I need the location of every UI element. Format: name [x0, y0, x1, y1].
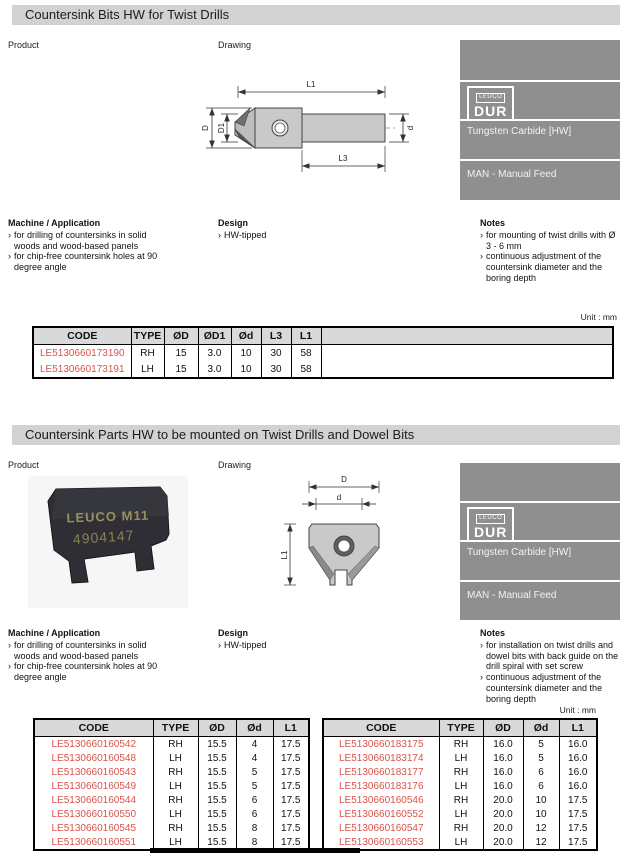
- section2-title: Countersink Parts HW to be mounted on Twist Drills and Dowel Bits: [25, 427, 415, 442]
- table-row: [34, 751, 309, 765]
- bullet-text: HW-tipped: [224, 639, 267, 650]
- value-cell: RH: [439, 821, 483, 835]
- value-cell: RH: [153, 737, 198, 752]
- table-row: [323, 835, 597, 850]
- column-header: CODE: [323, 719, 439, 737]
- section1-sidebar: [460, 40, 620, 200]
- bullet-item: [480, 640, 627, 672]
- value-cell: RH: [153, 793, 198, 807]
- column-header: L1: [559, 719, 597, 737]
- column-header: L1: [291, 327, 321, 345]
- bullet-glyph: ›: [480, 229, 483, 240]
- sidebar-feed-block: [460, 582, 620, 620]
- value-cell: 20.0: [483, 807, 523, 821]
- section2-drawing-label: Drawing: [218, 460, 252, 470]
- value-cell: 15.5: [198, 779, 236, 793]
- table-row: [34, 793, 309, 807]
- bullet-text: for mounting of twist drills with Ø 3 - 6 mm: [486, 229, 616, 251]
- code-cell: LE5130660160550: [34, 807, 153, 821]
- table-row: [34, 779, 309, 793]
- column-header: ØD1: [198, 327, 231, 345]
- table-row: [33, 361, 613, 378]
- material-label: Tungsten Carbide [HW]: [467, 547, 572, 558]
- value-cell: 6: [523, 765, 559, 779]
- bullet-item: [218, 640, 338, 651]
- value-cell: 15.5: [198, 765, 236, 779]
- bullet-item: [480, 672, 627, 704]
- value-cell: [321, 361, 613, 378]
- value-cell: 16.0: [559, 779, 597, 793]
- material-label: Tungsten Carbide [HW]: [467, 126, 572, 137]
- dim-label-d: d: [406, 125, 415, 131]
- value-cell: 20.0: [483, 821, 523, 835]
- design-list: [218, 230, 338, 241]
- dim-label-l1: L1: [280, 550, 289, 560]
- value-cell: 17.5: [273, 779, 309, 793]
- bullet-text: HW-tipped: [224, 229, 267, 240]
- countersink-part-photo: [28, 476, 188, 608]
- column-header: CODE: [33, 327, 131, 345]
- table-row: [34, 821, 309, 835]
- bullet-item: [480, 230, 622, 252]
- countersink-bit-drawing: [180, 62, 450, 212]
- value-cell: RH: [131, 345, 164, 362]
- leuco-dur-logo: [467, 507, 514, 544]
- value-cell: 58: [291, 361, 321, 378]
- value-cell: 12: [523, 821, 559, 835]
- bullet-glyph: ›: [218, 639, 221, 650]
- section2-product-label: Product: [8, 460, 40, 470]
- notes-heading: Notes: [480, 628, 506, 638]
- section2-title-bar: [12, 425, 620, 445]
- dim-label-l3: L3: [338, 154, 348, 163]
- section2-notes: [480, 628, 627, 705]
- notes-list: [480, 640, 627, 705]
- value-cell: 15.5: [198, 821, 236, 835]
- bullet-item: [8, 230, 170, 252]
- value-cell: [321, 345, 613, 362]
- value-cell: RH: [439, 765, 483, 779]
- bullet-glyph: ›: [480, 639, 483, 650]
- value-cell: 17.5: [273, 737, 309, 752]
- section1-table: [32, 326, 614, 379]
- value-cell: LH: [439, 779, 483, 793]
- code-cell: LE5130660160548: [34, 751, 153, 765]
- feed-label: MAN - Manual Feed: [467, 590, 557, 601]
- dim-label-l1: L1: [306, 80, 316, 89]
- value-cell: 15.5: [198, 737, 236, 752]
- value-cell: 4: [236, 737, 273, 752]
- value-cell: 17.5: [273, 751, 309, 765]
- section2-table-right: [322, 718, 598, 851]
- value-cell: 16.0: [559, 765, 597, 779]
- value-cell: 16.0: [483, 765, 523, 779]
- value-cell: 20.0: [483, 793, 523, 807]
- header-row: [33, 327, 613, 345]
- value-cell: 3.0: [198, 361, 231, 378]
- logo-leuco-text: LEUCO: [476, 93, 505, 103]
- dim-label-d: d: [336, 493, 342, 502]
- value-cell: 16.0: [559, 737, 597, 752]
- notes-list: [480, 230, 622, 284]
- code-cell: LE5130660160547: [323, 821, 439, 835]
- section2-sidebar: [460, 463, 620, 620]
- code-cell: LE5130660160549: [34, 779, 153, 793]
- value-cell: 30: [261, 345, 291, 362]
- bullet-glyph: ›: [480, 672, 483, 683]
- sidebar-blank-block: [460, 463, 620, 501]
- spec-table: [33, 718, 310, 851]
- column-header: TYPE: [131, 327, 164, 345]
- code-cell: LE5130660183174: [323, 751, 439, 765]
- value-cell: LH: [439, 835, 483, 850]
- bullet-glyph: ›: [8, 229, 11, 240]
- table-row: [34, 807, 309, 821]
- column-header: ØD: [198, 719, 236, 737]
- machine-application-list: [8, 230, 170, 273]
- value-cell: 15: [164, 361, 198, 378]
- logo-leuco-text: LEUCO: [476, 514, 505, 524]
- value-cell: 15.5: [198, 793, 236, 807]
- value-cell: 5: [523, 751, 559, 765]
- machine-application-list: [8, 640, 170, 683]
- value-cell: 30: [261, 361, 291, 378]
- table-row: [323, 751, 597, 765]
- header-row: [34, 719, 309, 737]
- section2-machine-application: [8, 628, 170, 683]
- code-cell: LE5130660173191: [33, 361, 131, 378]
- bottom-cutoff-bar: [150, 848, 360, 853]
- sidebar-logo-block: [460, 82, 620, 119]
- value-cell: 10: [231, 345, 261, 362]
- bullet-glyph: ›: [8, 639, 11, 650]
- bullet-text: continuous adjustment of the countersink diameter and the boring depth: [486, 672, 603, 704]
- table-row: [323, 821, 597, 835]
- value-cell: 17.5: [273, 807, 309, 821]
- value-cell: 4: [236, 751, 273, 765]
- logo-dur-text: DUR: [474, 523, 508, 540]
- value-cell: 15.5: [198, 807, 236, 821]
- section1-drawing-label: Drawing: [218, 40, 252, 50]
- column-header: L1: [273, 719, 309, 737]
- value-cell: 5: [523, 737, 559, 752]
- code-cell: LE5130660183176: [323, 779, 439, 793]
- table-row: [323, 737, 597, 752]
- value-cell: 5: [236, 779, 273, 793]
- design-heading: Design: [218, 628, 249, 638]
- bullet-glyph: ›: [8, 251, 11, 262]
- photo-engraving-line2: 4904147: [72, 526, 135, 548]
- column-header: CODE: [34, 719, 153, 737]
- bullet-item: [8, 640, 170, 662]
- value-cell: 17.5: [559, 835, 597, 850]
- notes-heading: Notes: [480, 218, 506, 228]
- sidebar-material-block: [460, 121, 620, 159]
- value-cell: 17.5: [273, 793, 309, 807]
- feed-label: MAN - Manual Feed: [467, 169, 557, 180]
- bullet-text: for chip-free countersink holes at 90 degree angle: [14, 251, 158, 273]
- dim-label-D1: D1: [217, 122, 226, 134]
- code-cell: LE5130660160553: [323, 835, 439, 850]
- value-cell: 15.5: [198, 751, 236, 765]
- value-cell: LH: [153, 779, 198, 793]
- value-cell: LH: [153, 751, 198, 765]
- bullet-text: for installation on twist drills and dowel bits with back guide on the drill spiral with set screw: [486, 639, 619, 672]
- column-header: Ød: [523, 719, 559, 737]
- column-header: [321, 327, 613, 345]
- code-cell: LE5130660160546: [323, 793, 439, 807]
- table-row: [323, 765, 597, 779]
- leuco-dur-logo: [467, 86, 514, 123]
- value-cell: 8: [236, 821, 273, 835]
- section2-design: [218, 628, 338, 651]
- bullet-text: for drilling of countersinks in solid woods and wood-based panels: [14, 639, 147, 661]
- countersink-part-drawing: [278, 460, 448, 618]
- bullet-text: for chip-free countersink holes at 90 degree angle: [14, 661, 158, 683]
- column-header: Ød: [236, 719, 273, 737]
- value-cell: 20.0: [483, 835, 523, 850]
- section1-design: [218, 218, 338, 241]
- column-header: ØD: [483, 719, 523, 737]
- value-cell: 16.0: [559, 751, 597, 765]
- code-cell: LE5130660160542: [34, 737, 153, 752]
- value-cell: 17.5: [559, 793, 597, 807]
- value-cell: LH: [439, 807, 483, 821]
- section1-product-label: Product: [8, 40, 40, 50]
- bullet-item: [8, 251, 170, 273]
- value-cell: 15.5: [198, 835, 236, 850]
- section1-title: Countersink Bits HW for Twist Drills: [25, 7, 230, 22]
- table-row: [323, 779, 597, 793]
- code-cell: LE5130660160544: [34, 793, 153, 807]
- value-cell: 17.5: [559, 821, 597, 835]
- value-cell: 16.0: [483, 779, 523, 793]
- value-cell: 17.5: [273, 835, 309, 850]
- bullet-glyph: ›: [218, 229, 221, 240]
- table-row: [33, 345, 613, 362]
- value-cell: 15: [164, 345, 198, 362]
- value-cell: RH: [439, 793, 483, 807]
- column-header: L3: [261, 327, 291, 345]
- value-cell: 16.0: [483, 737, 523, 752]
- section1-notes: [480, 218, 622, 284]
- code-cell: LE5130660160552: [323, 807, 439, 821]
- value-cell: LH: [439, 751, 483, 765]
- table-row: [34, 765, 309, 779]
- value-cell: 58: [291, 345, 321, 362]
- code-cell: LE5130660173190: [33, 345, 131, 362]
- bullet-glyph: ›: [8, 661, 11, 672]
- section1-title-bar: [12, 5, 620, 25]
- bullet-item: [218, 230, 338, 241]
- bullet-text: for drilling of countersinks in solid woods and wood-based panels: [14, 229, 147, 251]
- code-cell: LE5130660160551: [34, 835, 153, 850]
- machine-application-heading: Machine / Application: [8, 628, 101, 638]
- sidebar-logo-block: [460, 503, 620, 540]
- value-cell: 17.5: [273, 765, 309, 779]
- code-cell: LE5130660183175: [323, 737, 439, 752]
- section2-table-left: [33, 718, 310, 851]
- table-row: [323, 807, 597, 821]
- spec-table: [322, 718, 598, 851]
- column-header: TYPE: [153, 719, 198, 737]
- machine-application-heading: Machine / Application: [8, 218, 101, 228]
- spec-table: [32, 326, 614, 379]
- value-cell: 17.5: [273, 821, 309, 835]
- section1-unit-label: Unit : mm: [580, 312, 617, 322]
- value-cell: RH: [439, 737, 483, 752]
- bullet-item: [480, 251, 622, 283]
- value-cell: 12: [523, 835, 559, 850]
- section2-unit-label: Unit : mm: [559, 705, 596, 715]
- value-cell: RH: [153, 821, 198, 835]
- design-list: [218, 640, 338, 651]
- value-cell: 3.0: [198, 345, 231, 362]
- value-cell: LH: [153, 807, 198, 821]
- value-cell: 5: [236, 765, 273, 779]
- header-row: [323, 719, 597, 737]
- table-row: [34, 737, 309, 752]
- section1-machine-application: [8, 218, 170, 273]
- code-cell: LE5130660160543: [34, 765, 153, 779]
- value-cell: 17.5: [559, 807, 597, 821]
- column-header: Ød: [231, 327, 261, 345]
- value-cell: 6: [236, 793, 273, 807]
- column-header: TYPE: [439, 719, 483, 737]
- sidebar-material-block: [460, 542, 620, 580]
- column-header: ØD: [164, 327, 198, 345]
- logo-dur-text: DUR: [474, 102, 508, 119]
- sidebar-blank-block: [460, 40, 620, 80]
- dim-label-D: D: [201, 125, 210, 131]
- value-cell: RH: [153, 765, 198, 779]
- bullet-glyph: ›: [480, 251, 483, 262]
- value-cell: 8: [236, 835, 273, 850]
- value-cell: 6: [236, 807, 273, 821]
- photo-engraving-line1: LEUCO M11: [66, 507, 150, 526]
- bullet-item: [8, 661, 170, 683]
- value-cell: 10: [523, 793, 559, 807]
- table-row: [323, 793, 597, 807]
- value-cell: LH: [131, 361, 164, 378]
- dim-label-D: D: [341, 475, 347, 484]
- bullet-text: continuous adjustment of the countersink diameter and the boring depth: [486, 251, 603, 283]
- value-cell: 16.0: [483, 751, 523, 765]
- value-cell: 10: [231, 361, 261, 378]
- value-cell: 10: [523, 807, 559, 821]
- code-cell: LE5130660183177: [323, 765, 439, 779]
- value-cell: 6: [523, 779, 559, 793]
- design-heading: Design: [218, 218, 249, 228]
- code-cell: LE5130660160545: [34, 821, 153, 835]
- value-cell: LH: [153, 835, 198, 850]
- sidebar-feed-block: [460, 161, 620, 200]
